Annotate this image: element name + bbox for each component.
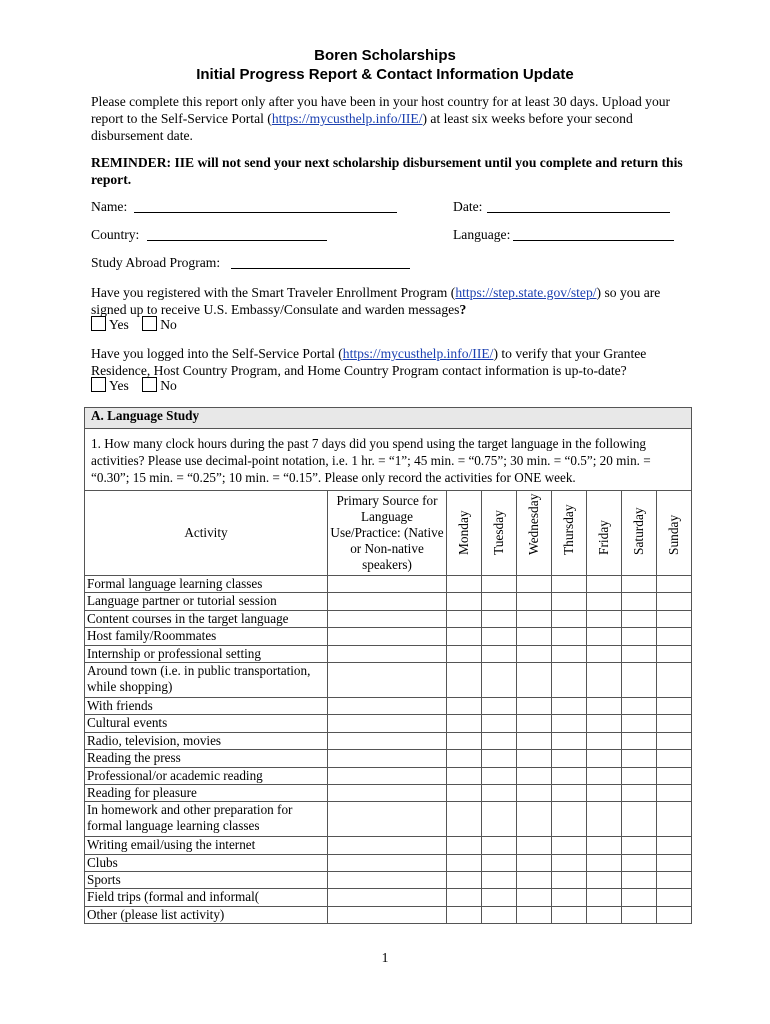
hours-input-cell[interactable] [587, 906, 622, 923]
hours-input-cell[interactable] [622, 889, 657, 906]
hours-input-cell[interactable] [517, 750, 552, 767]
hours-input-cell[interactable] [552, 784, 587, 801]
source-input-cell[interactable] [328, 732, 447, 749]
hours-input-cell[interactable] [587, 854, 622, 871]
hours-input-cell[interactable] [552, 697, 587, 714]
step-link[interactable]: https://step.state.gov/step/ [455, 285, 597, 300]
hours-input-cell[interactable] [517, 872, 552, 889]
hours-input-cell[interactable] [622, 662, 657, 697]
hours-input-cell[interactable] [657, 802, 692, 837]
hours-input-cell[interactable] [482, 576, 517, 593]
hours-input-cell[interactable] [552, 732, 587, 749]
hours-input-cell[interactable] [622, 872, 657, 889]
hours-input-cell[interactable] [657, 645, 692, 662]
activity-label: Radio, television, movies [85, 732, 328, 749]
hours-input-cell[interactable] [482, 837, 517, 854]
hours-input-cell[interactable] [587, 628, 622, 645]
hours-input-cell[interactable] [622, 610, 657, 627]
portal-link-2[interactable]: https://mycusthelp.info/IIE/ [342, 346, 494, 361]
hours-input-cell[interactable] [482, 628, 517, 645]
activity-label: In homework and other preparation for formal language learning classes [85, 802, 328, 837]
hours-input-cell[interactable] [657, 610, 692, 627]
hours-input-cell[interactable] [657, 750, 692, 767]
activity-label: Formal language learning classes [85, 576, 328, 593]
hours-input-cell[interactable] [447, 750, 482, 767]
hours-input-cell[interactable] [482, 750, 517, 767]
hours-input-cell[interactable] [587, 645, 622, 662]
country-field[interactable] [147, 240, 327, 241]
hours-input-cell[interactable] [482, 645, 517, 662]
hours-input-cell[interactable] [587, 715, 622, 732]
hours-input-cell[interactable] [622, 767, 657, 784]
hours-input-cell[interactable] [447, 576, 482, 593]
hours-input-cell[interactable] [552, 576, 587, 593]
table-row [85, 715, 692, 732]
hours-input-cell[interactable] [587, 889, 622, 906]
hours-input-cell[interactable] [447, 837, 482, 854]
hours-input-cell[interactable] [657, 784, 692, 801]
hours-input-cell[interactable] [482, 854, 517, 871]
hours-input-cell[interactable] [482, 732, 517, 749]
source-input-cell[interactable] [328, 767, 447, 784]
table-row [85, 697, 692, 714]
hours-input-cell[interactable] [447, 854, 482, 871]
hours-input-cell[interactable] [587, 750, 622, 767]
hours-input-cell[interactable] [517, 889, 552, 906]
table-row [85, 576, 692, 593]
activity-label: Writing email/using the internet [85, 837, 328, 854]
program-field[interactable] [231, 268, 410, 269]
table-row [85, 854, 692, 871]
step-options: Yes No [91, 316, 177, 333]
table-row [85, 732, 692, 749]
hours-input-cell[interactable] [657, 593, 692, 610]
hours-input-cell[interactable] [657, 732, 692, 749]
table-row [85, 837, 692, 854]
table-row [85, 802, 692, 837]
hours-input-cell[interactable] [482, 872, 517, 889]
step-no-checkbox[interactable] [142, 316, 157, 331]
hours-input-cell[interactable] [517, 576, 552, 593]
day-header-sunday: Sunday [657, 491, 692, 576]
source-input-cell[interactable] [328, 889, 447, 906]
program-label: Study Abroad Program: [91, 255, 221, 270]
activity-label: Content courses in the target language [85, 610, 328, 627]
portal-yes-checkbox[interactable] [91, 377, 106, 392]
hours-input-cell[interactable] [622, 628, 657, 645]
source-column-header: Primary Source for Language Use/Practice: (Native or Non-native speakers) [328, 491, 447, 576]
hours-input-cell[interactable] [517, 715, 552, 732]
activity-label: Language partner or tutorial session [85, 593, 328, 610]
hours-input-cell[interactable] [482, 662, 517, 697]
hours-input-cell[interactable] [517, 593, 552, 610]
hours-input-cell[interactable] [587, 872, 622, 889]
hours-input-cell[interactable] [587, 697, 622, 714]
hours-input-cell[interactable] [482, 610, 517, 627]
hours-input-cell[interactable] [552, 906, 587, 923]
hours-input-cell[interactable] [552, 802, 587, 837]
hours-input-cell[interactable] [587, 837, 622, 854]
hours-input-cell[interactable] [517, 645, 552, 662]
source-input-cell[interactable] [328, 715, 447, 732]
day-header-friday: Friday [587, 491, 622, 576]
hours-input-cell[interactable] [552, 854, 587, 871]
country-label: Country: [91, 227, 140, 242]
hours-input-cell[interactable] [517, 662, 552, 697]
hours-input-cell[interactable] [447, 610, 482, 627]
portal-link[interactable]: https://mycusthelp.info/IIE/ [271, 111, 423, 126]
hours-input-cell[interactable] [517, 837, 552, 854]
hours-input-cell[interactable] [482, 784, 517, 801]
hours-input-cell[interactable] [622, 732, 657, 749]
activity-label: Cultural events [85, 715, 328, 732]
source-input-cell[interactable] [328, 628, 447, 645]
hours-input-cell[interactable] [622, 906, 657, 923]
activity-label: Clubs [85, 854, 328, 871]
hours-input-cell[interactable] [587, 610, 622, 627]
table-row [85, 593, 692, 610]
reminder-text: REMINDER: IIE will not send your next scholarship disbursement until you complete and return this report. [91, 155, 683, 187]
activity-label: Reading the press [85, 750, 328, 767]
source-input-cell[interactable] [328, 662, 447, 697]
hours-input-cell[interactable] [552, 662, 587, 697]
page-number: 1 [381, 950, 389, 965]
hours-input-cell[interactable] [447, 767, 482, 784]
table-row [85, 889, 692, 906]
hours-input-cell[interactable] [552, 889, 587, 906]
hours-input-cell[interactable] [517, 854, 552, 871]
hours-input-cell[interactable] [587, 767, 622, 784]
hours-input-cell[interactable] [622, 697, 657, 714]
hours-input-cell[interactable] [517, 802, 552, 837]
intro-paragraph: Please complete this report only after you have been in your host country for at least 30 days. Upload your report to the Self-Service Portal (https://mycusthelp.info/IIE/) at least six weeks before your second disbursement date. [91, 94, 671, 143]
hours-input-cell[interactable] [622, 645, 657, 662]
source-input-cell[interactable] [328, 697, 447, 714]
hours-input-cell[interactable] [622, 750, 657, 767]
hours-input-cell[interactable] [657, 837, 692, 854]
source-input-cell[interactable] [328, 802, 447, 837]
hours-input-cell[interactable] [447, 889, 482, 906]
hours-input-cell[interactable] [552, 750, 587, 767]
source-input-cell[interactable] [328, 750, 447, 767]
source-input-cell[interactable] [328, 872, 447, 889]
hours-input-cell[interactable] [657, 872, 692, 889]
portal-no-checkbox[interactable] [142, 377, 157, 392]
portal-question: Have you logged into the Self-Service Portal (https://mycusthelp.info/IIE/) to verify that your Grantee Residence, Host Country Program, and Home Country Program contact information is up-to-date? [91, 346, 647, 378]
hours-input-cell[interactable] [447, 906, 482, 923]
hours-input-cell[interactable] [552, 837, 587, 854]
hours-input-cell[interactable] [552, 628, 587, 645]
question-text: 1. How many clock hours during the past 7 days did you spend using the target language in the following activities? Please use decimal-point notation, i.e. 1 hr. = “1”; 45 min. = “0.75”; 30 min. = “0.5”; 20 min. = “0.30”; 15 min. = “0.25”; 10 min. = “0.15”. Please only record the activities for ONE week. [85, 429, 692, 491]
hours-input-cell[interactable] [657, 889, 692, 906]
table-row [85, 645, 692, 662]
activity-label: Field trips (formal and informal( [85, 889, 328, 906]
hours-input-cell[interactable] [482, 767, 517, 784]
hours-input-cell[interactable] [622, 593, 657, 610]
day-header-thursday: Thursday [552, 491, 587, 576]
day-header-monday: Monday [447, 491, 482, 576]
hours-input-cell[interactable] [587, 732, 622, 749]
hours-input-cell[interactable] [657, 854, 692, 871]
hours-input-cell[interactable] [552, 715, 587, 732]
name-field[interactable] [134, 212, 397, 213]
source-input-cell[interactable] [328, 576, 447, 593]
activity-label: Internship or professional setting [85, 645, 328, 662]
language-label: Language: [453, 227, 511, 242]
portal-options: Yes No [91, 377, 177, 394]
hours-input-cell[interactable] [657, 662, 692, 697]
activity-label: With friends [85, 697, 328, 714]
day-header-tuesday: Tuesday [482, 491, 517, 576]
hours-input-cell[interactable] [482, 697, 517, 714]
table-row [85, 906, 692, 923]
name-label: Name: [91, 199, 128, 214]
hours-input-cell[interactable] [622, 784, 657, 801]
table-row [85, 628, 692, 645]
hours-input-cell[interactable] [657, 576, 692, 593]
table-row [85, 610, 692, 627]
hours-input-cell[interactable] [657, 715, 692, 732]
day-header-wednesday: Wednesday [517, 491, 552, 576]
source-input-cell[interactable] [328, 645, 447, 662]
hours-input-cell[interactable] [552, 767, 587, 784]
hours-input-cell[interactable] [482, 593, 517, 610]
source-input-cell[interactable] [328, 837, 447, 854]
hours-input-cell[interactable] [657, 767, 692, 784]
activity-label: Around town (i.e. in public transportation, while shopping) [85, 662, 328, 697]
hours-input-cell[interactable] [657, 906, 692, 923]
section-heading: A. Language Study [85, 408, 692, 429]
hours-input-cell[interactable] [447, 732, 482, 749]
hours-input-cell[interactable] [517, 767, 552, 784]
activity-column-header: Activity [85, 491, 328, 576]
hours-input-cell[interactable] [552, 645, 587, 662]
hours-input-cell[interactable] [482, 889, 517, 906]
hours-input-cell[interactable] [622, 854, 657, 871]
hours-input-cell[interactable] [587, 593, 622, 610]
source-input-cell[interactable] [328, 906, 447, 923]
activity-label: Other (please list activity) [85, 906, 328, 923]
date-field[interactable] [487, 212, 670, 213]
hours-input-cell[interactable] [622, 715, 657, 732]
source-input-cell[interactable] [328, 610, 447, 627]
hours-input-cell[interactable] [447, 628, 482, 645]
table-row [85, 872, 692, 889]
language-study-table [84, 407, 692, 924]
hours-input-cell[interactable] [587, 802, 622, 837]
activity-label: Professional/or academic reading [85, 767, 328, 784]
table-row [85, 662, 692, 697]
hours-input-cell[interactable] [622, 837, 657, 854]
activity-label: Host family/Roommates [85, 628, 328, 645]
hours-input-cell[interactable] [517, 610, 552, 627]
hours-input-cell[interactable] [447, 593, 482, 610]
table-row [85, 750, 692, 767]
hours-input-cell[interactable] [657, 628, 692, 645]
hours-input-cell[interactable] [552, 872, 587, 889]
hours-input-cell[interactable] [447, 662, 482, 697]
hours-input-cell[interactable] [517, 784, 552, 801]
document-subtitle: Initial Progress Report & Contact Information Update [196, 66, 574, 83]
hours-input-cell[interactable] [622, 802, 657, 837]
hours-input-cell[interactable] [447, 872, 482, 889]
hours-input-cell[interactable] [587, 784, 622, 801]
hours-input-cell[interactable] [587, 662, 622, 697]
hours-input-cell[interactable] [482, 802, 517, 837]
table-row [85, 784, 692, 801]
hours-input-cell[interactable] [517, 906, 552, 923]
source-input-cell[interactable] [328, 854, 447, 871]
hours-input-cell[interactable] [447, 715, 482, 732]
hours-input-cell[interactable] [517, 697, 552, 714]
language-field[interactable] [513, 240, 674, 241]
hours-input-cell[interactable] [482, 906, 517, 923]
hours-input-cell[interactable] [447, 802, 482, 837]
hours-input-cell[interactable] [482, 715, 517, 732]
hours-input-cell[interactable] [552, 593, 587, 610]
step-yes-checkbox[interactable] [91, 316, 106, 331]
hours-input-cell[interactable] [517, 732, 552, 749]
activity-label: Sports [85, 872, 328, 889]
source-input-cell[interactable] [328, 593, 447, 610]
date-label: Date: [453, 199, 483, 214]
day-header-saturday: Saturday [622, 491, 657, 576]
hours-input-cell[interactable] [447, 697, 482, 714]
hours-input-cell[interactable] [447, 645, 482, 662]
hours-input-cell[interactable] [447, 784, 482, 801]
source-input-cell[interactable] [328, 784, 447, 801]
table-row [85, 767, 692, 784]
hours-input-cell[interactable] [517, 628, 552, 645]
hours-input-cell[interactable] [622, 576, 657, 593]
document-title: Boren Scholarships [314, 47, 456, 64]
hours-input-cell[interactable] [552, 610, 587, 627]
activity-label: Reading for pleasure [85, 784, 328, 801]
hours-input-cell[interactable] [657, 697, 692, 714]
hours-input-cell[interactable] [587, 576, 622, 593]
step-question: Have you registered with the Smart Traveler Enrollment Program (https://step.state.gov/step/) so you are signed up to receive U.S. Embassy/Consulate and warden messages? [91, 285, 661, 317]
